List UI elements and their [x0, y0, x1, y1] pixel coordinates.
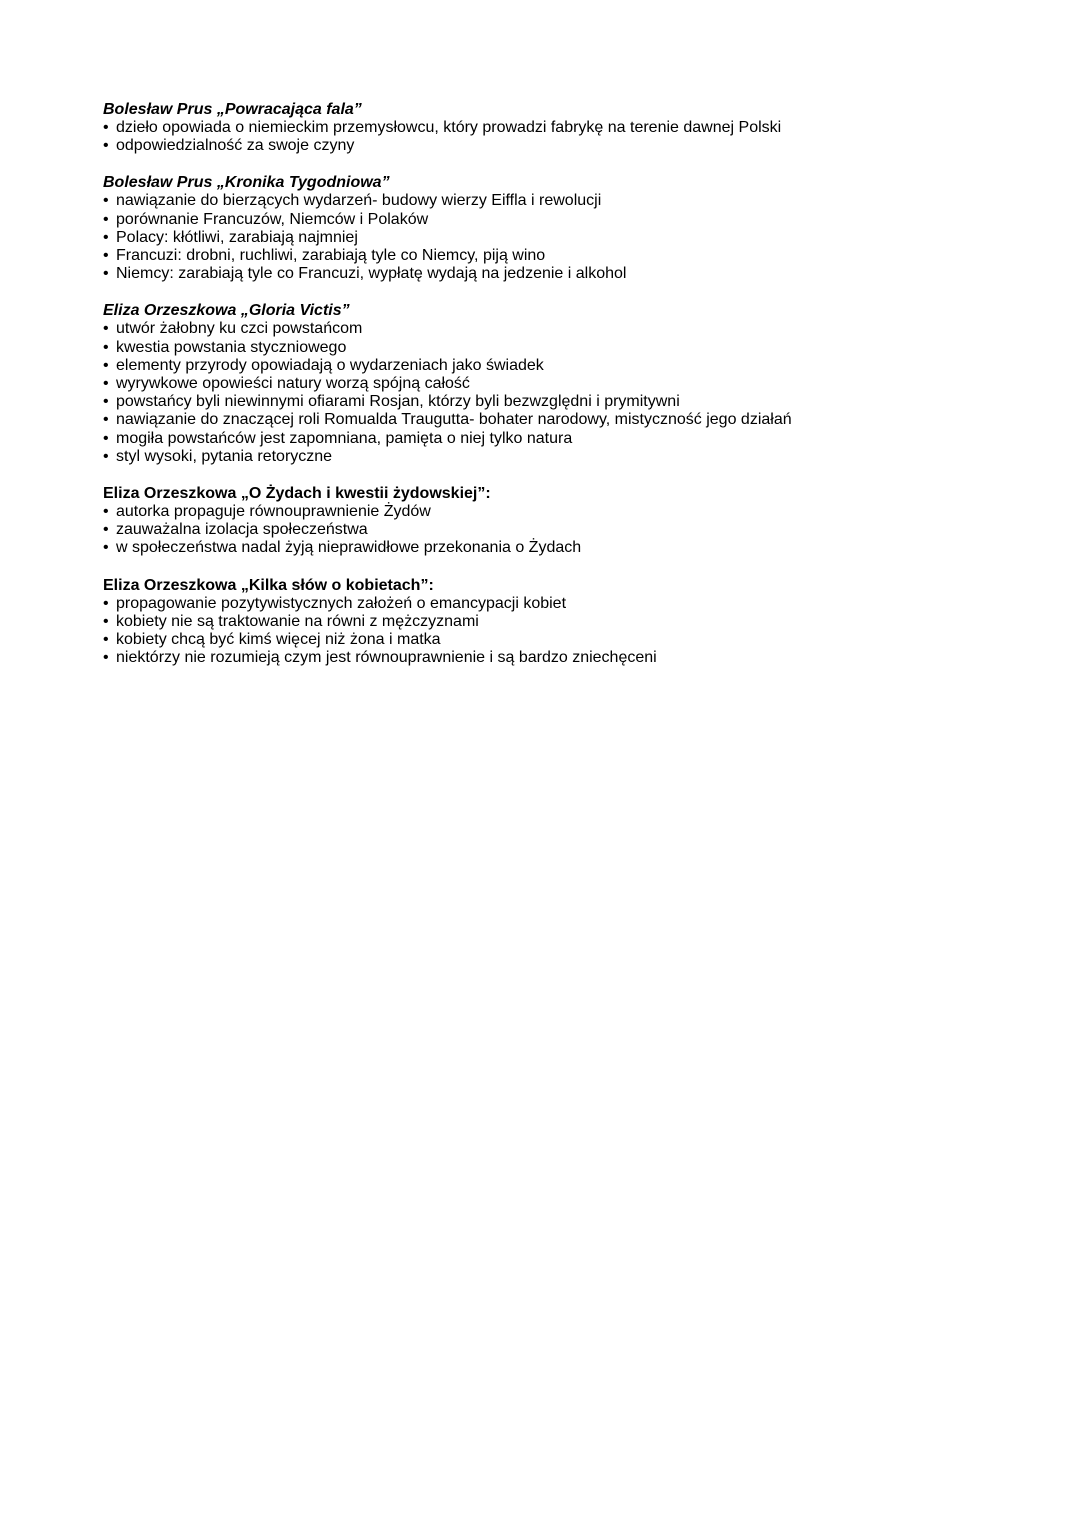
bullet-icon: • — [103, 539, 109, 557]
list-item-text: styl wysoki, pytania retoryczne — [116, 447, 333, 465]
list-item — [103, 613, 1003, 631]
list-item — [103, 649, 1003, 667]
bullet-icon: • — [103, 137, 109, 155]
list-item-text: mogiła powstańców jest zapomniana, pamięta o niej tylko natura — [116, 429, 573, 447]
list-item-text: w społeczeństwa nadal żyją nieprawidłowe przekonania o Żydach — [116, 539, 582, 557]
bullet-icon: • — [103, 447, 109, 465]
bullet-list — [103, 192, 1003, 283]
list-item-text: nawiązanie do znaczącej roli Romualda Traugutta- bohater narodowy, mistyczność jego działań — [116, 411, 792, 429]
list-item-text: elementy przyrody opowiadają o wydarzeniach jako świadek — [116, 356, 544, 374]
list-item — [103, 521, 1003, 539]
bullet-icon: • — [103, 503, 109, 521]
bullet-icon: • — [103, 521, 109, 539]
bullet-icon: • — [103, 429, 109, 447]
document-page — [103, 100, 1003, 685]
list-item-text: autorka propaguje równouprawnienie Żydów — [116, 503, 431, 521]
bullet-list — [103, 595, 1003, 668]
list-item-text: porównanie Francuzów, Niemców i Polaków — [116, 210, 429, 228]
bullet-list — [103, 503, 1003, 558]
list-item-text: niektórzy nie rozumieją czym jest równouprawnienie i są bardzo zniechęceni — [116, 649, 657, 667]
list-item-text: utwór żałobny ku czci powstańcom — [116, 320, 363, 338]
bullet-icon: • — [103, 594, 109, 612]
list-item — [103, 448, 1003, 466]
bullet-icon: • — [103, 631, 109, 649]
list-item-text: kobiety chcą być kimś więcej niż żona i matka — [116, 631, 441, 649]
list-item — [103, 393, 1003, 411]
bullet-icon: • — [103, 649, 109, 667]
list-item — [103, 192, 1003, 210]
list-item-text: odpowiedzialność za swoje czyny — [116, 137, 355, 155]
list-item-text: kwestia powstania styczniowego — [116, 338, 347, 356]
bullet-icon: • — [103, 393, 109, 411]
bullet-icon: • — [103, 375, 109, 393]
section-gloria-victis — [103, 301, 1003, 466]
list-item — [103, 119, 1003, 137]
section-title: Eliza Orzeszkowa „Gloria Victis” — [103, 302, 350, 320]
list-item-text: dzieło opowiada o niemieckim przemysłowcu, który prowadzi fabrykę na terenie dawnej Polski — [116, 119, 782, 136]
list-item — [103, 503, 1003, 521]
bullet-icon: • — [103, 356, 109, 374]
list-item-text: Niemcy: zarabiają tyle co Francuzi, wypłatę wydają na jedzenie i alkohol — [116, 265, 627, 283]
list-item-text: nawiązanie do bierzących wydarzeń- budowy wierzy Eiffla i rewolucji — [116, 192, 602, 210]
list-item — [103, 430, 1003, 448]
section-title: Bolesław Prus „Powracająca fala” — [103, 101, 362, 118]
bullet-icon: • — [103, 228, 109, 246]
bullet-icon: • — [103, 338, 109, 356]
list-item — [103, 339, 1003, 357]
bullet-list — [103, 119, 1003, 155]
section-kilka-slow-o-kobietach — [103, 576, 1003, 668]
list-item-text: wyrywkowe opowieści natury worzą spójną całość — [116, 375, 470, 393]
list-item — [103, 595, 1003, 613]
list-item — [103, 265, 1003, 283]
list-item — [103, 247, 1003, 265]
bullet-list — [103, 320, 1003, 466]
list-item — [103, 137, 1003, 155]
section-title: Eliza Orzeszkowa „Kilka słów o kobietach”: — [103, 576, 434, 594]
list-item-text: Francuzi: drobni, ruchliwi, zarabiają tyle co Niemcy, piją wino — [116, 247, 546, 265]
bullet-icon: • — [103, 210, 109, 228]
list-item-text: powstańcy byli niewinnymi ofiarami Rosjan, którzy byli bezwzględni i prymitywni — [116, 393, 680, 411]
list-item — [103, 211, 1003, 229]
bullet-icon: • — [103, 411, 109, 429]
list-item — [103, 229, 1003, 247]
bullet-icon: • — [103, 247, 109, 265]
list-item — [103, 320, 1003, 338]
bullet-icon: • — [103, 612, 109, 630]
section-title: Eliza Orzeszkowa „O Żydach i kwestii żydowskiej”: — [103, 485, 491, 503]
list-item — [103, 411, 1003, 429]
list-item — [103, 357, 1003, 375]
section-o-zydach — [103, 484, 1003, 558]
list-item — [103, 375, 1003, 393]
section-powracajaca-fala — [103, 100, 1003, 155]
section-title: Bolesław Prus „Kronika Tygodniowa” — [103, 174, 390, 192]
bullet-icon: • — [103, 119, 109, 136]
bullet-icon: • — [103, 192, 109, 210]
list-item-text: propagowanie pozytywistycznych założeń o emancypacji kobiet — [116, 594, 567, 612]
list-item-text: kobiety nie są traktowanie na równi z mężczyznami — [116, 612, 479, 630]
bullet-icon: • — [103, 265, 109, 283]
bullet-icon: • — [103, 320, 109, 338]
section-kronika-tygodniowa — [103, 173, 1003, 283]
list-item — [103, 631, 1003, 649]
list-item — [103, 539, 1003, 557]
list-item-text: Polacy: kłótliwi, zarabiają najmniej — [116, 228, 358, 246]
list-item-text: zauważalna izolacja społeczeństwa — [116, 521, 368, 539]
